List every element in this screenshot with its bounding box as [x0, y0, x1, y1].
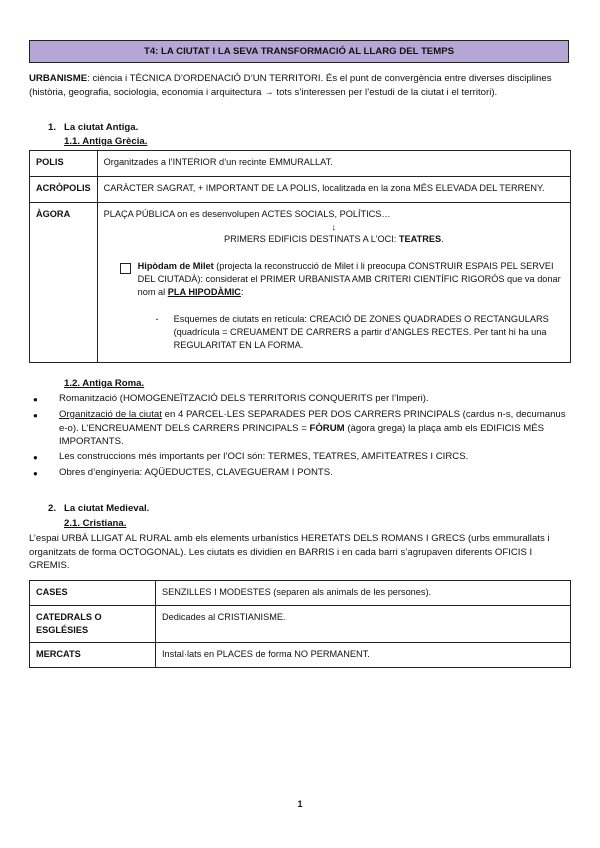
section-1-2-heading: 1.2. Antiga Roma. [64, 378, 145, 389]
rome-bullet-3: Les construccions més importants per l’OCI són: TERMES, TEATRES, AMFITEATRES I CIRCS. [59, 450, 469, 462]
hippodamus-plan: PLA HIPODÀMIC [167, 287, 241, 298]
rome-bullet-2-text: en 4 PARCEL·LES SEPARADES PER DOS CARRERS PRINCIPALS (cardus n-s, decumanus e-o). L’ENCREUAMENT DELS CARRERS PRINCIPALS = [59, 409, 566, 434]
greece-table [29, 150, 571, 363]
hippodamus-description: (projecta la reconstrucció de Milet i li preocupa CONSTRUIR ESPAIS PEL SERVEI DEL CIUTADÀ): considerat el PRIMER URBANISTA AMB CRITERI CIENTÍFIC RIGORÓS que va donar nom al [137, 261, 561, 298]
agora-value [97, 203, 570, 363]
list-item [29, 392, 569, 407]
section-1-title: La ciutat Antiga. [64, 122, 139, 133]
section-2-heading [48, 502, 149, 516]
grid-text: Esquemes de ciutats en retícula: CREACIÓ DE ZONES QUADRADES O RECTANGULARS (quadrícula = CREUAMENT DE CARRERS a partir d’ANGLES RECTES. Per tant hi ha una REGULARITAT EN LA FORMA. [173, 314, 549, 351]
hippodamus-item [120, 260, 564, 299]
cases-key: CASES [30, 581, 156, 606]
cases-value: SENZILLES I MODESTES (separen als animals de les persones). [156, 581, 571, 606]
list-item [29, 408, 569, 449]
intro-text: : ciència i TÈCNICA D’ORDENACIÓ D’UN TERRITORI. És el punt de convergència entre diverses disciplines (història, geografia, sociologia, economia i arquitectura → tots s’interessen per l’estudi de la ciutat i el territori). [29, 73, 552, 98]
hippodamus-text [138, 260, 564, 299]
grid-item [156, 313, 564, 352]
bullet-icon: ● [33, 468, 38, 478]
intro-paragraph [29, 72, 569, 99]
catedrals-key: CATEDRALS O ESGLÉSIES [30, 606, 156, 643]
table-row [30, 643, 571, 668]
section-2-1-heading: 2.1. Cristiana. [64, 518, 127, 529]
medieval-paragraph: L’espai URBÀ LLIGAT AL RURAL amb els elements urbanístics HERETATS DELS ROMANS I GRECS (urbs emmurallats i organitzats de forma OCTOGONAL). Les ciutats es dividien en BARRIS i en cada barri s’agrupaven diferents OFICIS I GREMIS. [29, 533, 550, 572]
bullet-icon: ● [33, 395, 38, 404]
agora-line-2-text: PRIMERS EDIFICIS DESTINATS A L’OCI: [223, 234, 399, 245]
agora-line-1: PLAÇA PÚBLICA on es desenvolupen ACTES SOCIALS, POLÍTICS… [103, 209, 391, 219]
page-number: 1 [297, 799, 303, 809]
table-row [30, 177, 571, 203]
list-item [29, 466, 569, 481]
section-1-heading [48, 121, 138, 135]
section-1-number: 1. [48, 122, 57, 133]
rome-bullet-4: Obres d’enginyeria: AQÜEDUCTES, CLAVEGUERAM I PONTS. [59, 466, 333, 478]
rome-bullet-2-bold: FÒRUM [309, 422, 345, 434]
agora-line-2-end: . [441, 234, 444, 245]
down-arrow-icon: ↓ [331, 222, 337, 233]
rome-bullet-2-end: (àgora grega) la plaça amb els EDIFICIS MÉS IMPORTANTS. [59, 422, 545, 448]
table-row [30, 203, 571, 363]
checkbox-icon [120, 263, 131, 274]
section-2-number: 2. [48, 503, 57, 514]
hippodamus-end: : [240, 287, 244, 298]
mercats-key: MERCATS [30, 643, 156, 668]
hippodamus-name: Hipòdam de Milet [137, 261, 214, 272]
bullet-icon: ● [33, 452, 38, 462]
rome-bullet-2-underlined: Organització de la ciutat [59, 409, 162, 420]
rome-bullet-list [29, 392, 569, 482]
bullet-icon: ● [33, 411, 38, 420]
section-1-1-heading: 1.1. Antiga Grècia. [64, 136, 148, 147]
table-row [30, 606, 571, 643]
catedrals-value: Dedicades al CRISTIANISME. [156, 606, 571, 643]
acropolis-value: CARÀCTER SAGRAT, + IMPORTANT DE LA POLIS, localitzada en la zona MÉS ELEVADA DEL TERRENY. [97, 177, 570, 203]
table-row [30, 581, 571, 606]
dash-icon: - [155, 314, 159, 325]
rome-bullet-2 [59, 408, 569, 449]
polis-key: POLIS [30, 151, 98, 177]
table-row [30, 151, 571, 177]
agora-key: ÀGORA [30, 203, 98, 363]
document-title: T4: LA CIUTAT I LA SEVA TRANSFORMACIÓ AL LLARG DEL TEMPS [29, 40, 569, 63]
medieval-table [29, 580, 571, 668]
section-2-title: La ciutat Medieval. [64, 503, 150, 514]
agora-line-2 [104, 233, 564, 246]
mercats-value: Instal·lats en PLACES de forma NO PERMANENT. [156, 643, 571, 668]
acropolis-key: ACRÒPOLIS [30, 177, 98, 203]
intro-term: URBANISME [29, 73, 88, 84]
polis-value: Organitzades a l’INTERIOR d’un recinte EMMURALLAT. [97, 151, 570, 177]
rome-bullet-1: Romanització (HOMOGENEÏTZACIÓ DELS TERRITORIS CONQUERITS per l’Imperi). [59, 393, 429, 404]
list-item [29, 450, 569, 465]
agora-line-2-bold: TEATRES [398, 234, 442, 245]
